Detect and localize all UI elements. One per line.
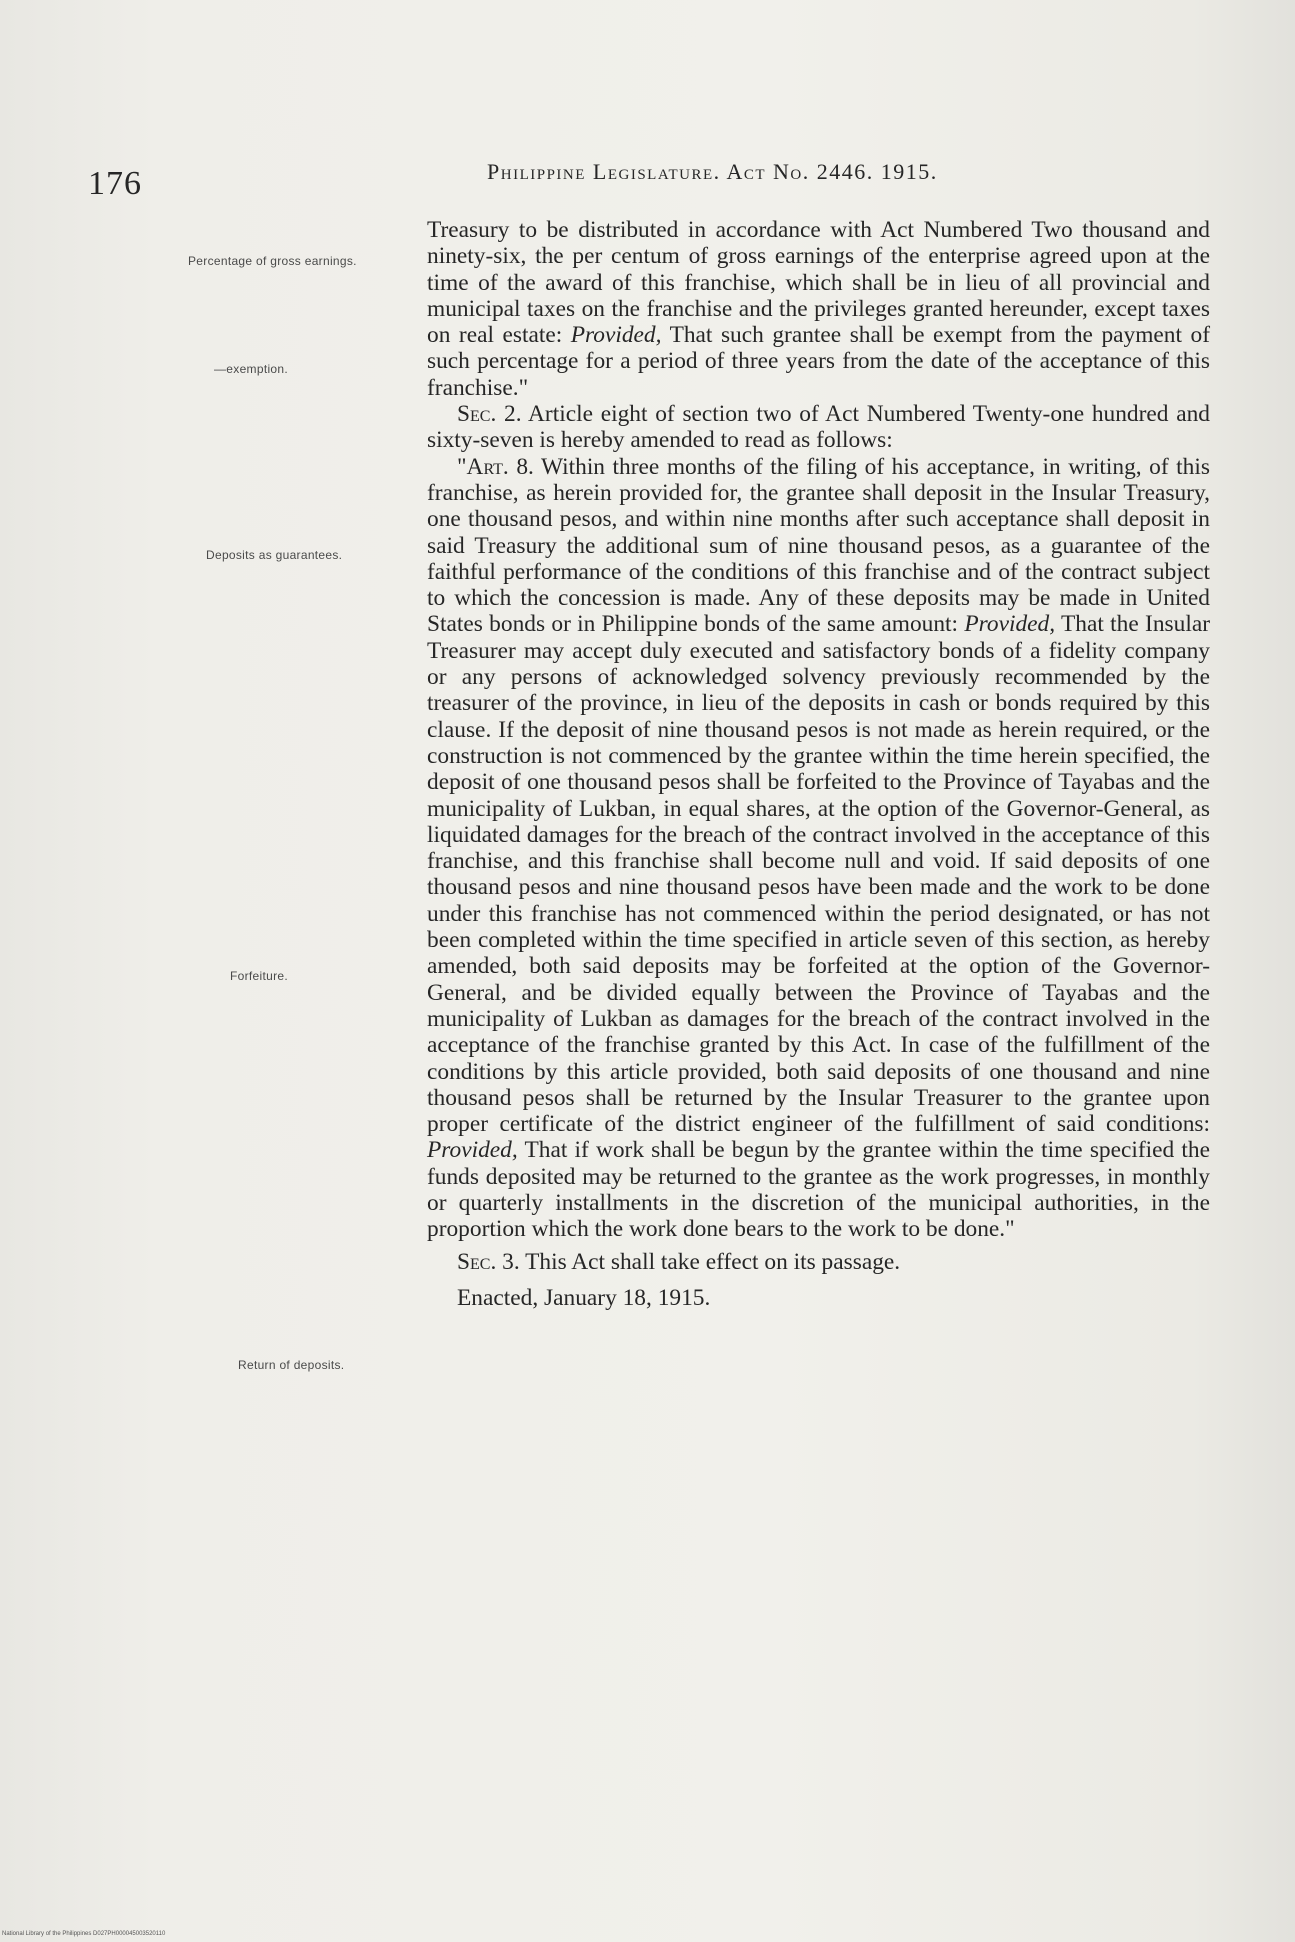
section-3	[427, 1249, 1210, 1275]
page-number: 176	[88, 165, 142, 202]
margin-note-deposits: Deposits as guarantees.	[206, 548, 343, 562]
article-text: Within three months of the filing of his acceptance, in writing, of this franchise, as herein provided for, the grantee shall deposit in the Insular Treasury, one thousand pesos, and within nine months after such acceptance shall deposit in said Treasury the additional sum of nine thousand pesos, as a guarantee of the faithful performance of the conditions of this franchise and of the contract subject to which the concession is made. Any of these deposits may be made in United States bonds or in Philippine bonds of the same amount:	[427, 453, 1210, 638]
article-8	[427, 454, 1210, 1243]
enacted-line: Enacted, January 18, 1915.	[457, 1284, 711, 1311]
section-text: Article eight of section two of Act Numbered Twenty-one hundred and sixty-seven is hereby amended to read as follows:	[427, 401, 1210, 454]
paragraph-text: That such grantee shall be exempt from the payment of such percentage for a period of three years from the date of the acceptance of this franchise."	[427, 322, 1210, 401]
margin-note-forfeiture: Forfeiture.	[230, 969, 288, 983]
section-text: This Act shall take effect on its passage.	[519, 1248, 901, 1275]
proviso-italic: Provided,	[964, 611, 1056, 638]
proviso-italic: Provided,	[570, 322, 662, 349]
proviso-italic: Provided,	[427, 1137, 518, 1164]
paragraph-text: Treasury to be distributed in accordance with Act Numbered Two thousand and ninety-six, the per centum of gross earnings of the enterprise agreed upon at the time of the award of this franchise, which shall be in lieu of all provincial and municipal taxes on the franchise and the privileges granted hereunder, except taxes on real estate:	[427, 217, 1210, 349]
margin-note-return: Return of deposits.	[238, 1358, 345, 1372]
running-head: Philippine Legislature. Act No. 2446. 1915.	[487, 159, 938, 184]
article-text: That the Insular Treasurer may accept duly executed and satisfactory bonds of a fidelity company or any persons of acknowledged solvency previously recommended by the treasurer of the province, in lieu of the deposits in cash or bonds required by this clause. If the deposit of nine thousand pesos is not made as herein required, or the construction is not commenced by the grantee within the time herein specified, the deposit of one thousand pesos shall be forfeited to the Province of Tayabas and the municipality of Lukban, in equal shares, at the option of the Governor-General, as liquidated damages for the breach of the contract involved in the acceptance of this franchise, and this franchise shall become null and void. If said deposits of one thousand pesos and nine thousand pesos have been made and the work to be done under this franchise has not commenced within the period designated, or has not been completed within the time specified in article seven of this section, as hereby amended, both said deposits may be forfeited at the option of the Governor-General, and be divided equally between the Province of Tayabas and the municipality of Lukban as damages for the breach of the contract involved in the acceptance of the franchise granted by this Act. In case of the fulfillment of the conditions by this article provided, both said deposits of one thousand and nine thousand pesos shall be returned by the Insular Treasurer to the grantee upon proper certificate of the district engineer of the fulfillment of said conditions:	[427, 611, 1210, 1138]
article-text: That if work shall be begun by the grantee within the time specified the funds deposited may be returned to the grantee as the work progresses, in monthly or quarterly installments in the discretion of the municipal authorities, in the proportion which the work done bears to the work to be done."	[427, 1137, 1210, 1243]
margin-note-exemption: —exemption.	[214, 362, 288, 376]
section-2	[427, 401, 1210, 454]
body-text	[427, 217, 1210, 1311]
section-label: Sec. 2.	[457, 401, 522, 428]
footer-credit: National Library of the Philippines D027PH000045003520110	[2, 1931, 166, 1937]
article-label: "Art. 8.	[457, 453, 534, 480]
margin-note-percentage: Percentage of gross earnings.	[188, 254, 357, 268]
paragraph-continuation	[427, 217, 1210, 401]
section-label: Sec. 3.	[457, 1248, 520, 1275]
